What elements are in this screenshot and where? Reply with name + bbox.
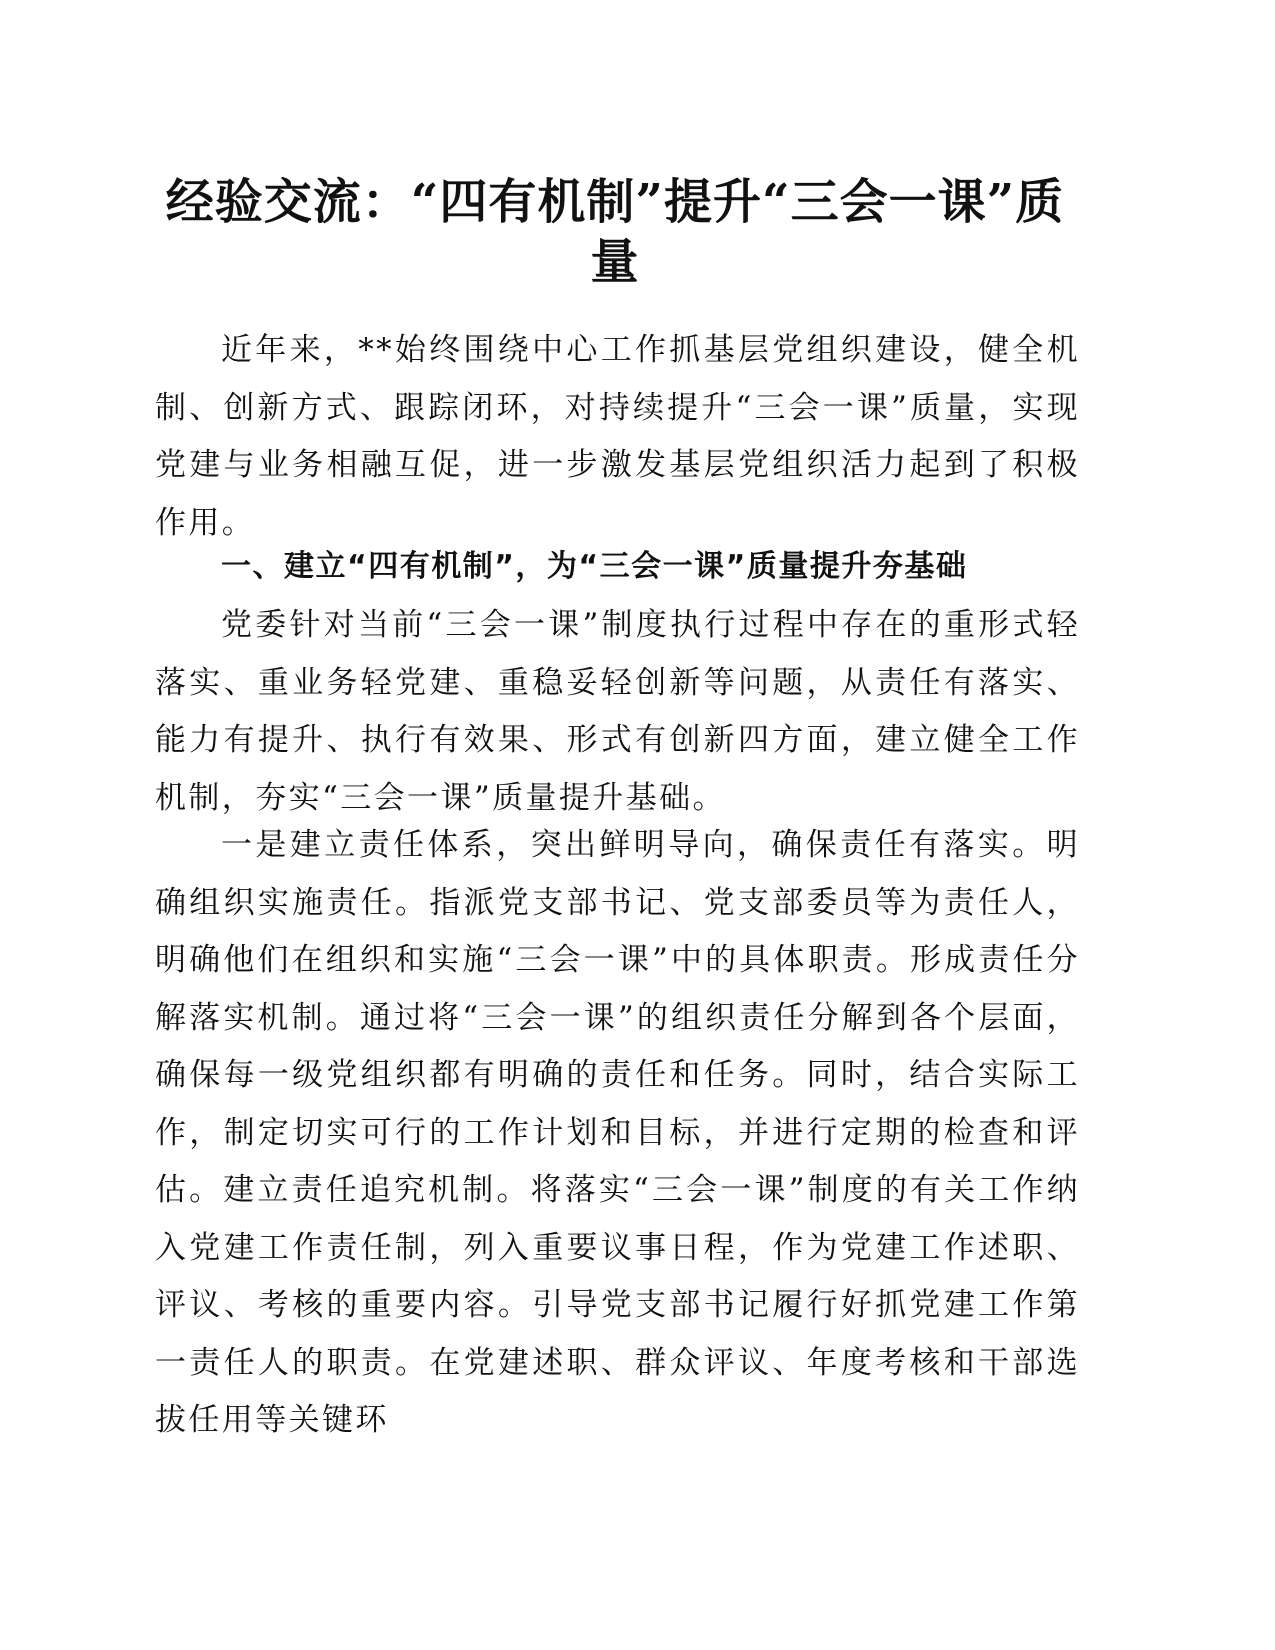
section-1-paragraph-1: 党委针对当前“三会一课”制度执行过程中存在的重形式轻落实、重业务轻党建、重稳妥轻创新等问题，从责任有落实、能力有提升、执行有效果、形式有创新四方面，建立健全工作机制，夯实“三会一课”质量提升基础。: [155, 607, 1080, 816]
section-1-heading: 一、建立“四有机制”，为“三会一课”质量提升夯基础: [221, 549, 968, 584]
document-title: 经验交流：“四有机制”提升“三会一课”质量: [165, 174, 1065, 290]
section-1-paragraph-2: 一是建立责任体系，突出鲜明导向，确保责任有落实。明确组织实施责任。指派党支部书记、党支部委员等为责任人，明确他们在组织和实施“三会一课”中的具体职责。形成责任分解落实机制。通过将“三会一课”的组织责任分解到各个层面，确保每一级党组织都有明确的责任和任务。同时，结合实际工作，制定切实可行的工作计划和目标，并进行定期的检查和评估。建立责任追究机制。将落实“三会一课”制度的有关工作纳入党建工作责任制，列入重要议事日程，作为党建工作述职、评议、考核的重要内容。引导党支部书记履行好抓党建工作第一责任人的职责。在党建述职、群众评议、年度考核和干部选拔任用等关键环: [155, 827, 1080, 1438]
intro-paragraph: 近年来，**始终围绕中心工作抓基层党组织建设，健全机制、创新方式、跟踪闭环，对持续提升“三会一课”质量，实现党建与业务相融互促，进一步激发基层党组织活力起到了积极作用。: [155, 332, 1080, 541]
